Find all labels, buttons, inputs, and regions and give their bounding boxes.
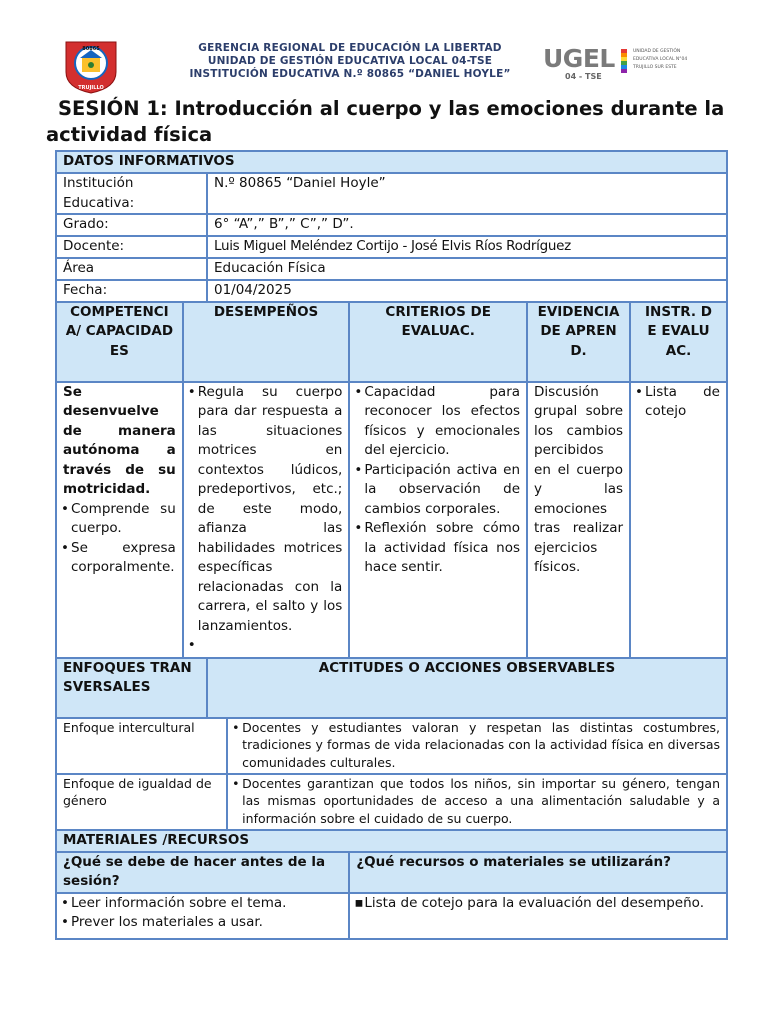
instrumento-list — [637, 383, 720, 422]
datos-informativos-heading: DATOS INFORMATIVOS — [56, 151, 727, 173]
datos-value-grado: 6° “A”,” B”,” C”,” D”. — [207, 214, 727, 236]
ugel-color-bars-icon — [621, 49, 627, 73]
desempenos-list — [190, 383, 343, 637]
enfoques-header: ENFOQUES TRANSVERSALES — [56, 658, 207, 718]
datos-label-grado: Grado: — [56, 214, 207, 236]
enfoque-action-item: • Docentes garantizan que todos los niños, sin importar su género, tengan las mismas oportunidades de acceso a una alimentación saludable y a información sobre el cuidado de su cuerpo. — [234, 775, 720, 828]
competencia-cell — [56, 382, 183, 658]
session-title — [46, 96, 746, 148]
datos-value-institucion: N.º 80865 “Daniel Hoyle” — [207, 173, 727, 214]
logo-number-text: 80865 — [82, 46, 100, 52]
enfoque-action-item: • Docentes y estudiantes valoran y respetan las distintas costumbres, tradiciones y formas de vida relacionadas con la actividad física en diversas comunidades culturales. — [234, 719, 720, 772]
materiales-resource-item: ▪ Lista de cotejo para la evaluación del desempeño. — [356, 894, 720, 914]
ugel-subtitle: 04 - TSE — [565, 72, 602, 81]
ugel-logo — [543, 44, 703, 84]
materiales-question-resources: ¿Qué recursos o materiales se utilizarán? — [349, 852, 727, 893]
capacidad-item: • Comprende su cuerpo. — [63, 500, 176, 539]
instrumento-item: • Lista de cotejo — [637, 383, 720, 422]
ugel-wordmark: UGEL — [543, 44, 615, 73]
materiales-before-list — [63, 894, 342, 933]
evidencia-cell: Discusión grupal sobre los cambios percibidos en el cuerpo y las emociones tras realizar ejercicios físicos. — [527, 382, 630, 658]
header-desempenos: DESEMPEÑOS — [183, 302, 350, 382]
session-title-text: SESIÓN 1: Introducción al cuerpo y las emociones durante la actividad física — [46, 97, 725, 146]
desempeno-item: • Regula su cuerpo para dar respuesta a las situaciones motrices en contextos lúdicos, predeportivos, etc.; de este modo, afianza las habilidades motrices específicas relacionadas con la carrera, el salto y los lanzamientos. — [190, 383, 343, 637]
header-competencia: COMPETENCIA/ CAPACIDADES — [56, 302, 183, 382]
enfoque-actions-cell — [227, 774, 727, 830]
header-evidencia: EVIDENCIA DE APREND. — [527, 302, 630, 382]
header-line-2: UNIDAD DE GESTIÓN EDUCATIVA LOCAL 04-TSE — [207, 55, 493, 67]
enfoque-name: Enfoque de igualdad de género — [56, 774, 227, 830]
datos-label-institucion: Institución Educativa: — [56, 173, 207, 214]
instrumento-cell — [630, 382, 727, 658]
ugel-line-1: UNIDAD DE GESTIÓN — [633, 49, 681, 54]
session-plan-table — [55, 150, 728, 940]
materiales-heading: MATERIALES /RECURSOS — [56, 830, 727, 852]
datos-value-docente: Luis Miguel Meléndez Cortijo - José Elvis Ríos Rodríguez — [207, 236, 727, 258]
capacidad-item: • Se expresa corporalmente. — [63, 539, 176, 578]
materiales-before-item: • Leer información sobre el tema. — [63, 894, 342, 914]
datos-label-fecha: Fecha: — [56, 280, 207, 302]
materiales-resources-list — [356, 894, 720, 914]
ugel-line-2: EDUCATIVA LOCAL N°04 — [633, 57, 688, 62]
capacidades-list — [63, 500, 176, 578]
datos-label-docente: Docente: — [56, 236, 207, 258]
actitudes-header: ACTITUDES O ACCIONES OBSERVABLES — [207, 658, 727, 718]
ugel-line-3: TRUJILLO SUR ESTE — [633, 65, 677, 70]
materiales-before-item: • Prever los materiales a usar. — [63, 913, 342, 933]
materiales-resources-cell — [349, 893, 727, 939]
logo-city-text: TRUJILLO — [78, 85, 104, 91]
header-instrumento: INSTR. DE EVALUAC. — [630, 302, 727, 382]
enfoque-actions-cell — [227, 718, 727, 774]
criterio-item: • Reflexión sobre cómo la actividad física nos hace sentir. — [356, 519, 520, 578]
document-header — [0, 0, 768, 95]
header-criterios: CRITERIOS DE EVALUAC. — [349, 302, 527, 382]
header-line-3: INSTITUCIÓN EDUCATIVA N.º 80865 “DANIEL HOYLE” — [189, 68, 511, 80]
datos-value-area: Educación Física — [207, 258, 727, 280]
materiales-before-cell — [56, 893, 349, 939]
datos-label-area: Área — [56, 258, 207, 280]
criterio-item: • Capacidad para reconocer los efectos físicos y emocionales del ejercicio. — [356, 383, 520, 461]
school-crest-logo — [62, 36, 120, 94]
header-line-1: GERENCIA REGIONAL DE EDUCACIÓN LA LIBERTAD — [198, 42, 502, 54]
enfoque-actions-list — [234, 719, 720, 772]
competencia-text: Se desenvuelve de manera autónoma a través de su motricidad. — [63, 383, 176, 497]
enfoque-name: Enfoque intercultural — [56, 718, 227, 774]
enfoque-actions-list — [234, 775, 720, 828]
desempenos-cell — [183, 382, 350, 658]
criterio-item: • Participación activa en la observación de cambios corporales. — [356, 461, 520, 520]
criterios-cell — [349, 382, 527, 658]
ugel-description — [633, 48, 687, 72]
materiales-question-before: ¿Qué se debe de hacer antes de la sesión? — [56, 852, 349, 893]
header-institution-text — [150, 42, 550, 81]
criterios-list — [356, 383, 520, 578]
datos-value-fecha: 01/04/2025 — [207, 280, 727, 302]
